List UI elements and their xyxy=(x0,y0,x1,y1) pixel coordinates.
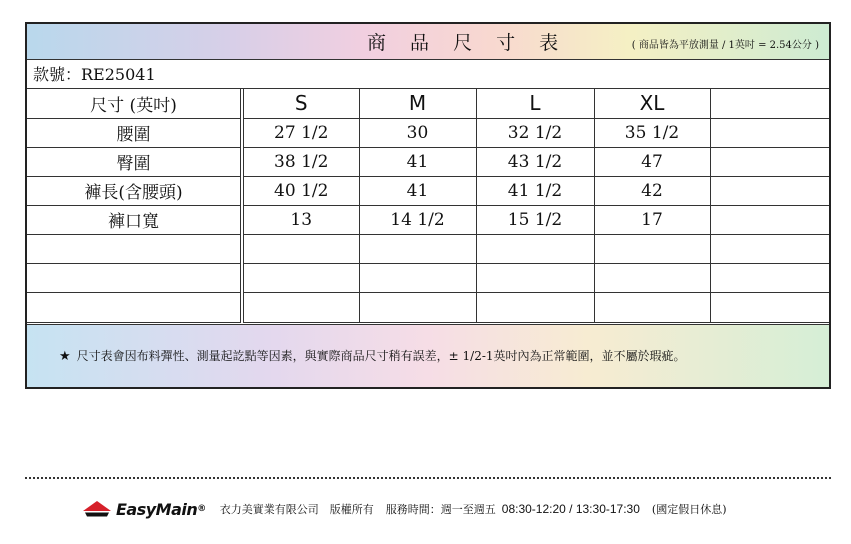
table-row-empty xyxy=(27,292,829,322)
holiday-note: (國定假日休息) xyxy=(651,503,727,516)
table-row xyxy=(27,118,829,147)
star-icon: ★ xyxy=(59,349,71,364)
table-cell: 27 1/2 xyxy=(242,118,359,147)
mountain-logo-icon xyxy=(82,500,112,518)
footer xyxy=(82,497,727,521)
table-cell: 41 xyxy=(359,147,476,176)
table-cell xyxy=(242,263,359,292)
table-cell: 47 xyxy=(594,147,710,176)
header-size-empty xyxy=(710,89,829,118)
table-cell: 42 xyxy=(594,176,710,205)
size-table xyxy=(27,89,829,323)
table-row xyxy=(27,205,829,234)
title-band xyxy=(27,24,829,60)
table-cell xyxy=(359,292,476,322)
table-cell xyxy=(594,292,710,322)
table-cell xyxy=(710,118,829,147)
registered-mark: ® xyxy=(197,504,206,514)
table-cell xyxy=(710,263,829,292)
table-cell xyxy=(359,234,476,263)
row-label-hip: 臀圍 xyxy=(27,147,242,176)
table-cell xyxy=(710,292,829,322)
service-hours-label: 服務時間：週一至週五 xyxy=(385,503,496,516)
table-cell xyxy=(27,234,242,263)
footer-divider xyxy=(25,477,831,479)
table-cell xyxy=(594,263,710,292)
table-cell: 14 1/2 xyxy=(359,205,476,234)
table-row xyxy=(27,147,829,176)
table-cell: 13 xyxy=(242,205,359,234)
table-cell xyxy=(242,292,359,322)
table-cell xyxy=(594,234,710,263)
service-hours: 08:30-12:20 / 13:30-17:30 xyxy=(501,502,640,516)
table-cell: 15 1/2 xyxy=(476,205,594,234)
size-chart xyxy=(25,22,831,389)
header-size-label: 尺寸 (英吋) xyxy=(27,89,242,118)
table-cell: 30 xyxy=(359,118,476,147)
table-cell xyxy=(27,263,242,292)
table-cell xyxy=(476,292,594,322)
disclaimer-band xyxy=(27,324,829,387)
table-cell xyxy=(476,234,594,263)
table-cell: 35 1/2 xyxy=(594,118,710,147)
table-cell xyxy=(710,205,829,234)
table-header-row xyxy=(27,89,829,118)
table-cell xyxy=(710,176,829,205)
brand-logo xyxy=(82,500,206,519)
row-label-waist: 腰圍 xyxy=(27,118,242,147)
table-cell xyxy=(710,234,829,263)
table-cell: 32 1/2 xyxy=(476,118,594,147)
measurement-note: ( 商品皆為平放測量 / 1英吋 = 2.54公分 ) xyxy=(631,40,819,51)
row-label-length: 褲長(含腰頭) xyxy=(27,176,242,205)
model-number: 款號：RE25041 xyxy=(27,60,829,89)
table-cell xyxy=(27,292,242,322)
table-cell xyxy=(476,263,594,292)
row-label-leg-opening: 褲口寬 xyxy=(27,205,242,234)
header-size-xl: XL xyxy=(594,89,710,118)
table-row xyxy=(27,176,829,205)
header-size-m: M xyxy=(359,89,476,118)
table-cell: 41 xyxy=(359,176,476,205)
table-row-empty xyxy=(27,263,829,292)
table-cell: 43 1/2 xyxy=(476,147,594,176)
table-cell: 38 1/2 xyxy=(242,147,359,176)
company-copyright: 衣力美實業有限公司 版權所有 xyxy=(219,503,374,516)
table-cell: 40 1/2 xyxy=(242,176,359,205)
chart-title: 商 品 尺 寸 表 xyxy=(367,32,568,54)
table-cell xyxy=(710,147,829,176)
table-cell: 17 xyxy=(594,205,710,234)
table-cell xyxy=(359,263,476,292)
brand-name: EasyMain xyxy=(116,499,198,519)
disclaimer-text: 尺寸表會因布料彈性、測量起訖點等因素，與實際商品尺寸稍有誤差，± 1/2-1英吋內為正常範圍，並不屬於瑕疵。 xyxy=(76,349,686,363)
table-row-empty xyxy=(27,234,829,263)
table-cell: 41 1/2 xyxy=(476,176,594,205)
header-size-l: L xyxy=(476,89,594,118)
table-cell xyxy=(242,234,359,263)
header-size-s: S xyxy=(242,89,359,118)
